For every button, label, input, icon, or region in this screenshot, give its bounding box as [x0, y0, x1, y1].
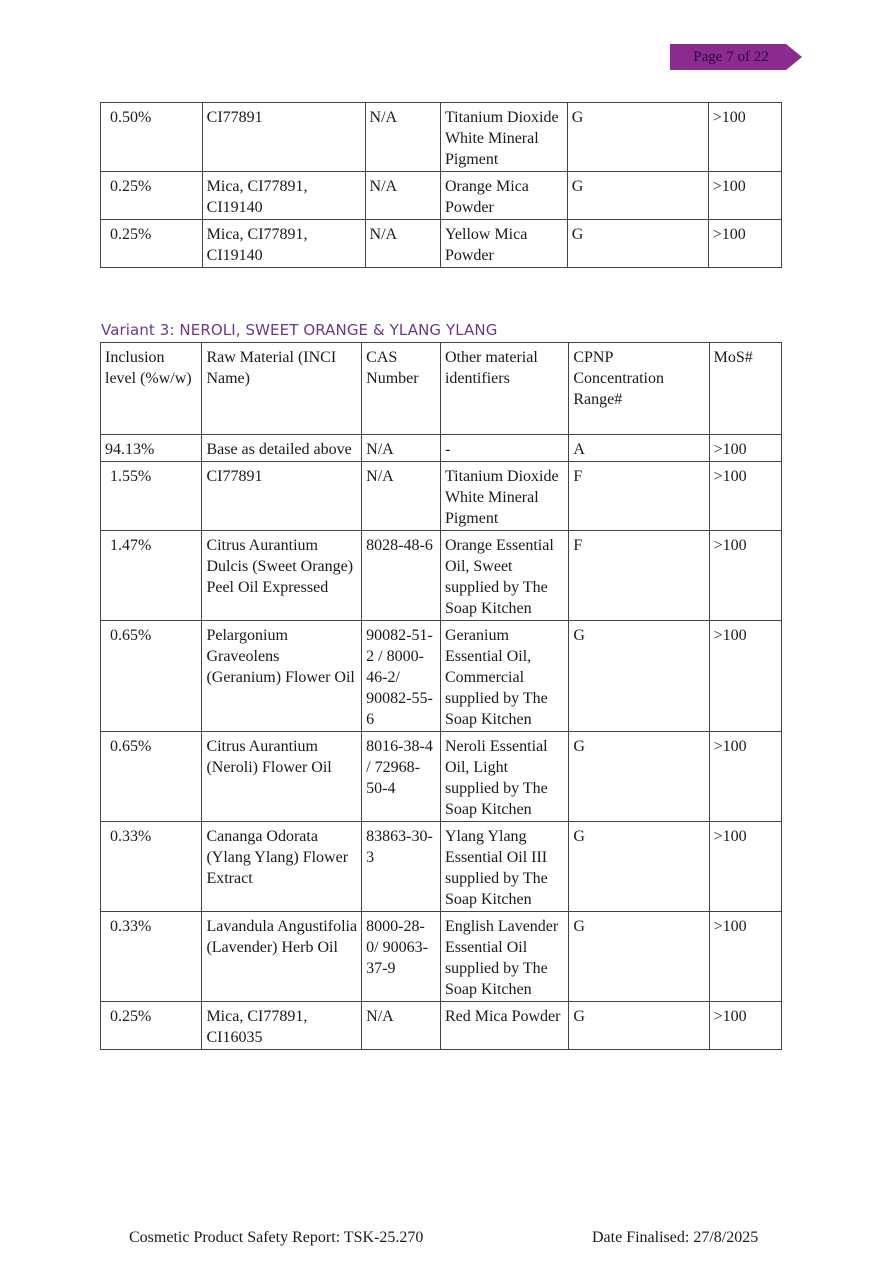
mos-cell: >100	[709, 1002, 781, 1050]
header-mos: MoS#	[709, 343, 781, 435]
page-number-label: Page 7 of 22	[693, 49, 769, 65]
raw-material-cell: CI77891	[202, 462, 362, 531]
cas-number-cell: 83863-30-3	[362, 822, 441, 912]
table-header-row	[101, 343, 782, 435]
mos-cell: >100	[709, 912, 781, 1002]
cas-number-cell: 90082-51-2 / 8000-46-2/ 90082-55-6	[362, 621, 441, 732]
cas-number-cell: N/A	[365, 172, 440, 220]
other-identifiers-cell: Orange Mica Powder	[440, 172, 567, 220]
other-identifiers-cell: Red Mica Powder	[440, 1002, 568, 1050]
cas-number-cell: N/A	[362, 462, 441, 531]
inclusion-level-cell: 0.25%	[101, 1002, 202, 1050]
cpnp-range-cell: G	[569, 912, 709, 1002]
raw-material-cell: Mica, CI77891, CI16035	[202, 1002, 362, 1050]
other-identifiers-cell: Yellow Mica Powder	[440, 220, 567, 268]
table-row	[101, 531, 782, 621]
header-cas-number: CAS Number	[362, 343, 441, 435]
inclusion-level-cell: 0.25%	[101, 220, 203, 268]
inclusion-level-cell: 0.65%	[101, 732, 202, 822]
mos-cell: >100	[709, 531, 781, 621]
other-identifiers-cell: Neroli Essential Oil, Light supplied by The Soap Kitchen	[440, 732, 568, 822]
inclusion-level-cell: 94.13%	[101, 435, 202, 462]
mos-cell: >100	[708, 103, 781, 172]
raw-material-cell: Citrus Aurantium (Neroli) Flower Oil	[202, 732, 362, 822]
raw-material-cell: Base as detailed above	[202, 435, 362, 462]
table-row	[101, 103, 782, 172]
cpnp-range-cell: F	[569, 531, 709, 621]
table-row	[101, 1002, 782, 1050]
mos-cell: >100	[709, 462, 781, 531]
header-other-identifiers: Other material identifiers	[440, 343, 568, 435]
other-identifiers-cell: Titanium Dioxide White Mineral Pigment	[440, 462, 568, 531]
table-row	[101, 462, 782, 531]
other-identifiers-cell: Ylang Ylang Essential Oil III supplied by The Soap Kitchen	[440, 822, 568, 912]
inclusion-level-cell: 0.33%	[101, 822, 202, 912]
variant-3-heading: Variant 3: NEROLI, SWEET ORANGE & YLANG YLANG	[101, 321, 498, 339]
mos-cell: >100	[709, 435, 781, 462]
cas-number-cell: N/A	[365, 220, 440, 268]
ingredients-table-continued	[100, 102, 782, 268]
raw-material-cell: Cananga Odorata (Ylang Ylang) Flower Extract	[202, 822, 362, 912]
cas-number-cell: 8028-48-6	[362, 531, 441, 621]
inclusion-level-cell: 0.25%	[101, 172, 203, 220]
footer-date-finalised: Date Finalised: 27/8/2025	[592, 1229, 759, 1246]
cpnp-range-cell: G	[567, 172, 708, 220]
cpnp-range-cell: G	[569, 621, 709, 732]
mos-cell: >100	[708, 220, 781, 268]
raw-material-cell: Mica, CI77891, CI19140	[202, 172, 365, 220]
variant-3-ingredients-table	[100, 342, 782, 1050]
cpnp-range-cell: G	[569, 822, 709, 912]
page-number-badge	[670, 44, 802, 70]
cas-number-cell: 8000-28-0/ 90063-37-9	[362, 912, 441, 1002]
mos-cell: >100	[709, 621, 781, 732]
cpnp-range-cell: G	[567, 220, 708, 268]
table-row	[101, 822, 782, 912]
other-identifiers-cell: Geranium Essential Oil, Commercial supplied by The Soap Kitchen	[440, 621, 568, 732]
cpnp-range-cell: F	[569, 462, 709, 531]
inclusion-level-cell: 1.55%	[101, 462, 202, 531]
cas-number-cell: 8016-38-4 / 72968-50-4	[362, 732, 441, 822]
inclusion-level-cell: 0.65%	[101, 621, 202, 732]
other-identifiers-cell: -	[440, 435, 568, 462]
cpnp-range-cell: A	[569, 435, 709, 462]
footer-report-reference: Cosmetic Product Safety Report: TSK-25.270	[129, 1229, 424, 1246]
mos-cell: >100	[709, 732, 781, 822]
table-row	[101, 912, 782, 1002]
table-row	[101, 732, 782, 822]
raw-material-cell: Lavandula Angustifolia (Lavender) Herb Oil	[202, 912, 362, 1002]
cpnp-range-cell: G	[569, 732, 709, 822]
raw-material-cell: Citrus Aurantium Dulcis (Sweet Orange) Peel Oil Expressed	[202, 531, 362, 621]
other-identifiers-cell: Orange Essential Oil, Sweet supplied by The Soap Kitchen	[440, 531, 568, 621]
header-inclusion-level: Inclusion level (%w/w)	[101, 343, 202, 435]
inclusion-level-cell: 1.47%	[101, 531, 202, 621]
cpnp-range-cell: G	[569, 1002, 709, 1050]
mos-cell: >100	[708, 172, 781, 220]
cpnp-range-cell: G	[567, 103, 708, 172]
cas-number-cell: N/A	[362, 1002, 441, 1050]
header-raw-material: Raw Material (INCI Name)	[202, 343, 362, 435]
table-row	[101, 435, 782, 462]
other-identifiers-cell: Titanium Dioxide White Mineral Pigment	[440, 103, 567, 172]
cas-number-cell: N/A	[365, 103, 440, 172]
table-row	[101, 621, 782, 732]
raw-material-cell: Pelargonium Graveolens (Geranium) Flower Oil	[202, 621, 362, 732]
raw-material-cell: Mica, CI77891, CI19140	[202, 220, 365, 268]
inclusion-level-cell: 0.33%	[101, 912, 202, 1002]
table-row	[101, 172, 782, 220]
cas-number-cell: N/A	[362, 435, 441, 462]
mos-cell: >100	[709, 822, 781, 912]
header-cpnp-range: CPNP Concentration Range#	[569, 343, 709, 435]
other-identifiers-cell: English Lavender Essential Oil supplied by The Soap Kitchen	[440, 912, 568, 1002]
raw-material-cell: CI77891	[202, 103, 365, 172]
inclusion-level-cell: 0.50%	[101, 103, 203, 172]
table-row	[101, 220, 782, 268]
